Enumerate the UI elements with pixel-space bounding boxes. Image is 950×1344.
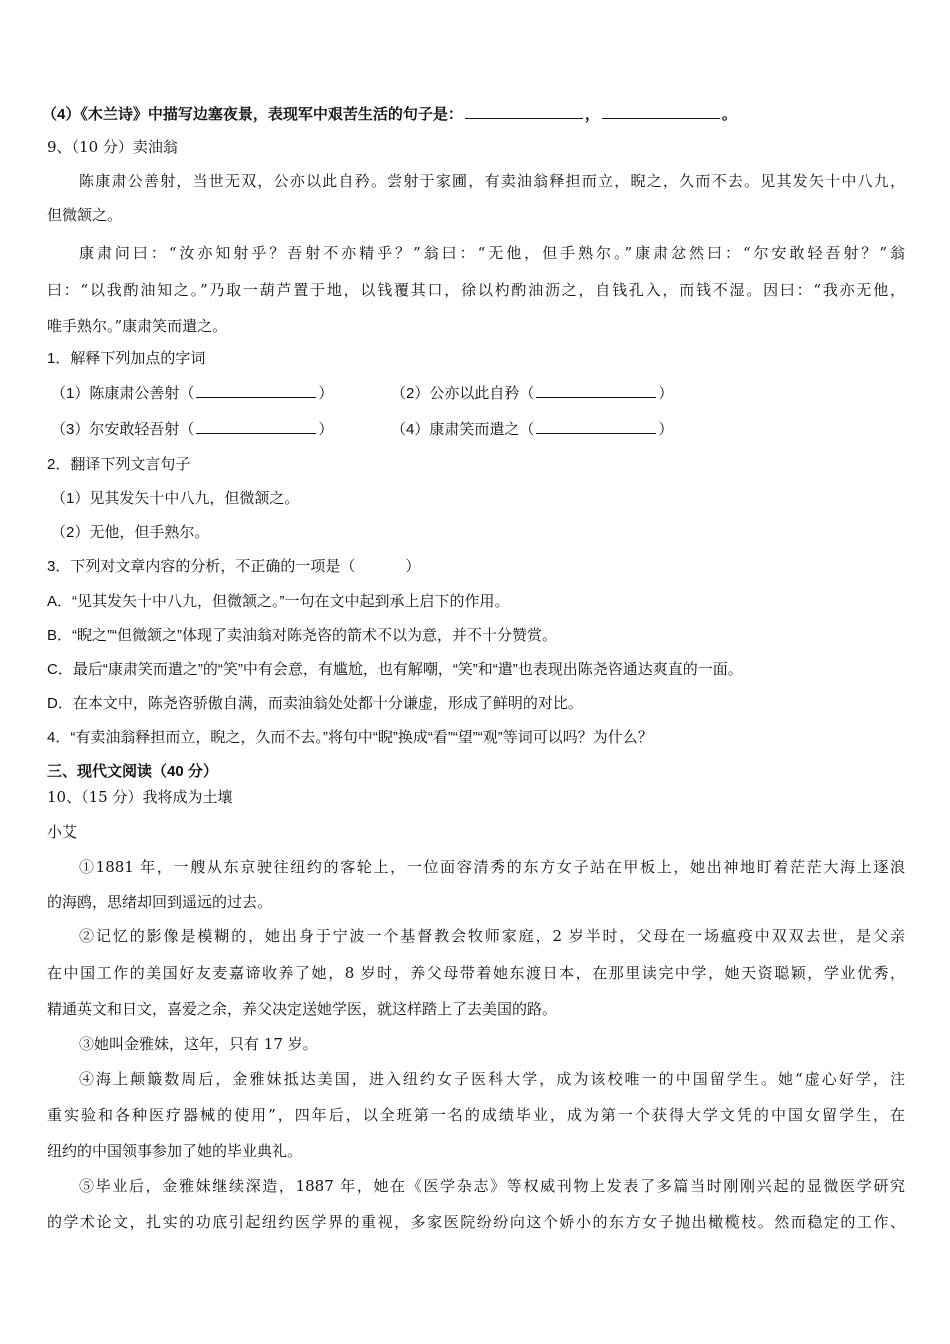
q9-passage-line: 康肃问曰：“汝亦知射乎？吾射不亦精乎？”翁曰：“无他，但手熟尔。”康肃忿然曰：“尔安敢轻吾射？”翁 xyxy=(79,244,905,262)
answer-blank[interactable] xyxy=(536,383,656,398)
q10-passage-line: 重实验和各种医疗器械的使用”，四年后，以全班第一名的成绩毕业，成为第一个获得大学文凭的中国女留学生，在 xyxy=(47,1106,905,1124)
q9-s1-item xyxy=(51,419,333,440)
q10-passage-line: ②记忆的影像是模糊的，她出身于宁波一个基督教会牧师家庭，2 岁半时，父母在一场瘟疫中双双去世，是父亲 xyxy=(79,927,905,945)
q10-passage-line: ④海上颠簸数周后，金雅妹抵达美国，进入纽约女子医科大学，成为该校唯一的中国留学生。她“虚心好学，注 xyxy=(79,1070,905,1088)
q9-s3-title-close: ） xyxy=(405,558,421,575)
q9-s3-option: D．在本文中，陈尧咨骄傲自满，而卖油翁处处都十分谦虚，形成了鲜明的对比。 xyxy=(47,695,583,712)
q9-s1-item-close: ） xyxy=(658,385,674,402)
q10-passage-line: ⑤毕业后，金雅妹继续深造，1887 年，她在《医学杂志》等权威刊物上发表了多篇当时刚刚兴起的显微医学研究 xyxy=(79,1177,905,1195)
q10-header: 10、（15 分）我将成为土壤 xyxy=(47,788,233,806)
q9-s1-item-label: （2）公亦以此自矜（ xyxy=(391,385,535,402)
q10-passage-line: 纽约的中国领事参加了她的毕业典礼。 xyxy=(47,1142,303,1160)
q9-s1-item xyxy=(391,419,673,440)
q9-s3-option: C．最后“康肃笑而遣之”的“笑”中有会意，有尴尬，也有解嘲，“笑”和“遣”也表现出陈尧咨通达爽直的一面。 xyxy=(47,661,743,678)
q4-blank-2[interactable] xyxy=(602,104,720,119)
q9-s1-item-label: （1）陈康肃公善射（ xyxy=(51,385,195,402)
q9-s2-item: （2）无他，但手熟尔。 xyxy=(51,524,210,541)
q9-s4: 4．“有卖油翁释担而立，睨之，久而不去。”将句中“睨”换成“看”“望”“观”等词可以吗？为什么？ xyxy=(47,729,653,746)
q9-s1-item-close: ） xyxy=(318,385,334,402)
q4-text: 《木兰诗》中描写边塞夜景，表现军中艰苦生活的句子是： xyxy=(80,106,463,123)
q9-s2-title: 2．翻译下列文言句子 xyxy=(47,456,191,473)
q10-author: 小艾 xyxy=(47,823,78,841)
answer-blank[interactable] xyxy=(536,419,656,434)
q9-passage-line: 但微颔之。 xyxy=(47,206,123,224)
q4-sep: ， xyxy=(584,106,600,123)
q9-passage-line: 陈康肃公善射，当世无双，公亦以此自矜。尝射于家圃，有卖油翁释担而立，睨之，久而不去。见其发矢十中八九， xyxy=(79,172,905,190)
q10-passage-line: 的海鸥，思绪却回到遥远的过去。 xyxy=(47,893,273,911)
q10-passage-line: 的学术论文，扎实的功底引起纽约医学界的重视，多家医院纷纷向这个娇小的东方女子抛出橄榄枝。然而稳定的工作、 xyxy=(47,1213,905,1231)
q4-number: （4） xyxy=(42,106,81,123)
q10-passage-line: ①1881 年，一艘从东京驶往纽约的客轮上，一位面容清秀的东方女子站在甲板上，她出神地盯着茫茫大海上逐浪 xyxy=(79,858,905,876)
q4-end: 。 xyxy=(721,106,737,123)
q9-s1-item-close: ） xyxy=(318,421,334,438)
q9-s1-item xyxy=(51,383,333,404)
q9-s1-item-close: ） xyxy=(658,421,674,438)
q9-passage-line: 唯手熟尔。”康肃笑而遣之。 xyxy=(47,317,228,335)
q9-s1-title: 1．解释下列加点的字词 xyxy=(47,350,206,367)
answer-blank[interactable] xyxy=(196,419,316,434)
q10-passage-line: 在中国工作的美国好友麦嘉谛收养了她，8 岁时，养父母带着她东渡日本，在那里读完中学，她天资聪颖，学业优秀， xyxy=(47,964,905,982)
q9-s1-item-label: （4）康肃笑而遣之（ xyxy=(391,421,535,438)
q9-s3-option: A．“见其发矢十中八九，但微颔之。”一句在文中起到承上启下的作用。 xyxy=(47,593,510,610)
q9-passage-line: 曰：“以我酌油知之。”乃取一葫芦置于地，以钱覆其口，徐以杓酌油沥之，自钱孔入，而钱不湿。因曰：“我亦无他， xyxy=(47,281,905,299)
q9-s1-item-label: （3）尔安敢轻吾射（ xyxy=(51,421,195,438)
q4-blank-1[interactable] xyxy=(465,104,583,119)
answer-blank[interactable] xyxy=(196,383,316,398)
q4-line xyxy=(42,104,737,125)
q10-passage-line: ③她叫金雅妹，这年，只有 17 岁。 xyxy=(79,1035,318,1053)
q9-s3-option: B．“睨之”“但微颔之”体现了卖油翁对陈尧咨的箭术不以为意，并不十分赞赏。 xyxy=(47,627,557,644)
q9-s3-title xyxy=(47,557,420,577)
section-title: 三、现代文阅读（40 分） xyxy=(47,763,218,780)
q9-s2-item: （1）见其发矢十中八九，但微颔之。 xyxy=(51,490,300,507)
q10-passage-line: 精通英文和日文，喜爱之余，养父决定送她学医，就这样踏上了去美国的路。 xyxy=(47,1000,558,1018)
q9-header: 9、（10 分）卖油翁 xyxy=(47,138,178,156)
q9-s3-title-text: 3．下列对文章内容的分析，不正确的一项是（ xyxy=(47,558,356,575)
q9-s1-item xyxy=(391,383,673,404)
